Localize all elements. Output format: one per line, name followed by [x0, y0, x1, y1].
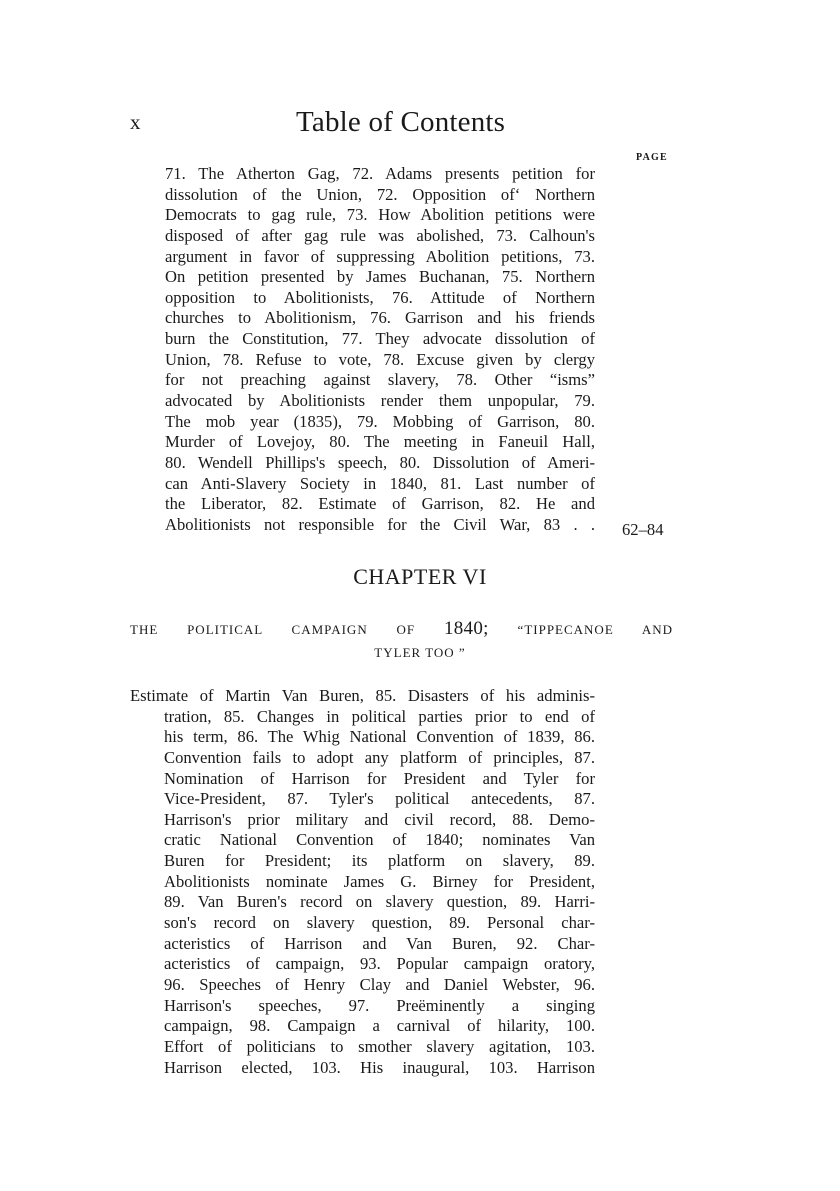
contents-line: Abolitionists nominate James G. Birney for President,: [164, 871, 595, 891]
contents-line: Democrats to gag rule, 73. How Abolition petitions were: [165, 205, 595, 225]
contents-line: 71. The Atherton Gag, 72. Adams presents petition for: [165, 164, 595, 183]
contents-line: the Liberator, 82. Estimate of Garrison, 82. He and: [165, 494, 595, 514]
contents-line: Harrison's speeches, 97. Preëminently a singing: [164, 995, 595, 1015]
contents-line: advocated by Abolitionists render them unpopular, 79.: [165, 391, 595, 411]
contents-line: campaign, 98. Campaign a carnival of hilarity, 100.: [164, 1016, 595, 1036]
contents-line: can Anti-Slavery Society in 1840, 81. Last number of: [165, 473, 595, 493]
contents-line: 96. Speeches of Henry Clay and Daniel Webster, 96.: [164, 974, 595, 994]
chapter-title-part-1: THE POLITICAL CAMPAIGN OF: [130, 622, 416, 637]
page-range: 62–84: [622, 520, 664, 539]
contents-line: On petition presented by James Buchanan, 75. Northern: [165, 267, 595, 287]
contents-line: 80. Wendell Phillips's speech, 80. Dissolution of Ameri-: [165, 452, 595, 472]
contents-line: acteristics of campaign, 93. Popular campaign oratory,: [164, 954, 595, 974]
contents-line: opposition to Abolitionists, 76. Attitude of Northern: [165, 287, 595, 307]
chapter-title-line-2: TYLER TOO ”: [374, 645, 466, 660]
chapter-contents-paragraph: [130, 686, 595, 1078]
chapter-title-part-2: “TIPPECANOE AND: [517, 622, 674, 637]
page-number: x: [130, 110, 141, 134]
contents-line: Abolitionists not responsible for the Civil War, 83 . .: [165, 514, 595, 534]
contents-line: Convention fails to adopt any platform of principles, 87.: [164, 747, 595, 767]
contents-line: dissolution of the Union, 72. Opposition of‘ Northern: [165, 184, 595, 204]
contents-line: The mob year (1835), 79. Mobbing of Garrison, 80.: [165, 411, 595, 431]
contents-line: argument in favor of suppressing Abolition petitions, 73.: [165, 246, 595, 266]
contents-line: Harrison's prior military and civil record, 88. Demo-: [164, 809, 595, 829]
contents-line: Union, 78. Refuse to vote, 78. Excuse given by clergy: [165, 349, 595, 369]
contents-line: for not preaching against slavery, 78. Other “isms”: [165, 370, 595, 390]
contents-line: son's record on slavery question, 89. Personal char-: [164, 913, 595, 933]
contents-line: Buren for President; its platform on slavery, 89.: [164, 851, 595, 871]
contents-line: 89. Van Buren's record on slavery question, 89. Harri-: [164, 892, 595, 912]
contents-line: Harrison elected, 103. His inaugural, 103. Harrison: [164, 1057, 595, 1077]
chapter-title-year: 1840;: [443, 618, 489, 639]
contents-line: burn the Constitution, 77. They advocate dissolution of: [165, 329, 595, 349]
contents-line: Murder of Lovejoy, 80. The meeting in Faneuil Hall,: [165, 432, 595, 452]
continued-contents-paragraph: [165, 164, 595, 536]
page-column-label: PAGE: [636, 152, 668, 163]
contents-line: disposed of after gag rule was abolished, 73. Calhoun's: [165, 225, 595, 245]
contents-line: acteristics of Harrison and Van Buren, 92. Char-: [164, 933, 595, 953]
chapter-heading: CHAPTER VI: [353, 564, 487, 589]
contents-line: cratic National Convention of 1840; nominates Van: [164, 830, 595, 850]
contents-line: churches to Abolitionism, 76. Garrison and his friends: [165, 308, 595, 328]
chapter-title-line-1: [130, 618, 673, 640]
page-title: Table of Contents: [296, 106, 506, 138]
contents-line: tration, 85. Changes in political parties prior to end of: [164, 706, 595, 726]
contents-line: Estimate of Martin Van Buren, 85. Disasters of his adminis-: [130, 686, 595, 705]
contents-line: Effort of politicians to smother slavery agitation, 103.: [164, 1036, 595, 1056]
contents-line: Vice-President, 87. Tyler's political antecedents, 87.: [164, 789, 595, 809]
contents-line: Nomination of Harrison for President and Tyler for: [164, 768, 595, 788]
contents-line: his term, 86. The Whig National Convention of 1839, 86.: [164, 727, 595, 747]
